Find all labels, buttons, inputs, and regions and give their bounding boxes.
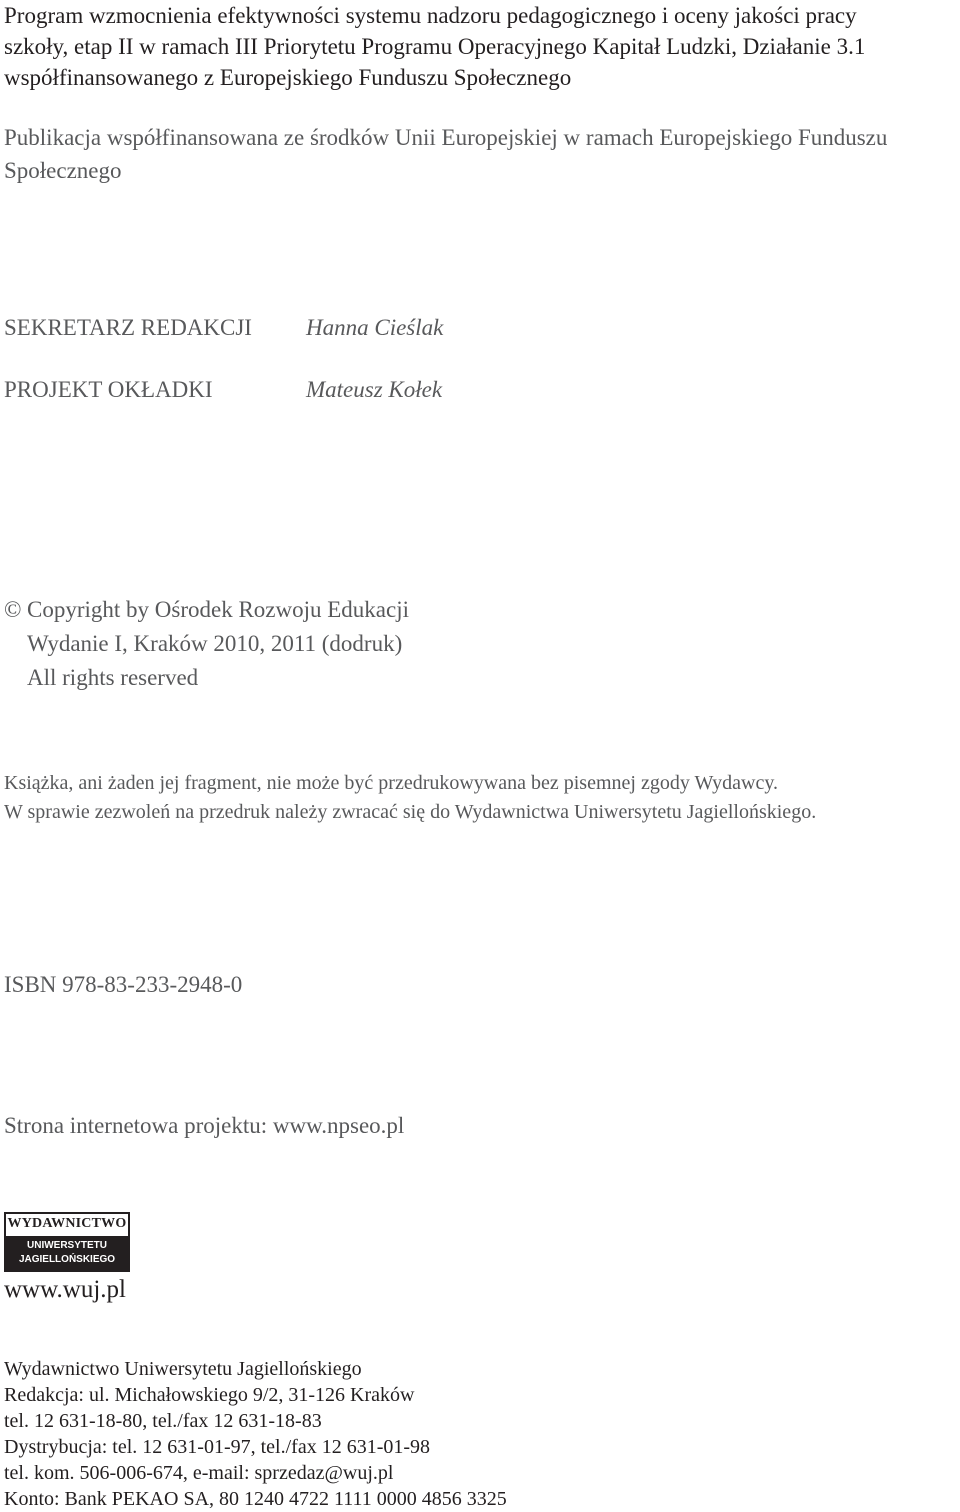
publication-funding-note <box>4 121 956 187</box>
copyright-block <box>4 593 409 695</box>
project-website: Strona internetowa projektu: www.npseo.pl <box>4 1113 405 1138</box>
contact-line: Redakcja: ul. Michałowskiego 9/2, 31-126 Kraków <box>4 1384 415 1406</box>
contact-line: Wydawnictwo Uniwersytetu Jagiellońskiego <box>4 1358 362 1380</box>
publisher-logo <box>4 1212 130 1272</box>
contact-line: tel. 12 631-18-80, tel./fax 12 631-18-83 <box>4 1410 322 1432</box>
credit-role: PROJEKT OKŁADKI <box>4 377 213 402</box>
copyright-line <box>4 593 409 627</box>
publisher-logo-line: UNIWERSYTETU <box>27 1240 107 1251</box>
edition-line: Wydanie I, Kraków 2010, 2011 (dodruk) <box>27 631 403 656</box>
program-description <box>4 0 956 93</box>
program-description-line: Program wzmocnienia efektywności systemu nadzoru pedagogicznego i oceny jakości pracy <box>4 3 857 28</box>
publisher-contact <box>4 1356 507 1512</box>
contact-line: Konto: Bank PEKAO SA, 80 1240 4722 1111 0000 4856 3325 <box>4 1488 507 1510</box>
publisher-logo-line: JAGIELLOŃSKIEGO <box>18 1254 116 1265</box>
isbn: ISBN 978-83-233-2948-0 <box>4 972 243 997</box>
reprint-notice <box>4 769 816 827</box>
reprint-notice-line: W sprawie zezwoleń na przedruk należy zwracać się do Wydawnictwa Uniwersytetu Jagiellońskiego. <box>4 801 817 823</box>
contact-line: tel. kom. 506-006-674, e-mail: sprzedaz@wuj.pl <box>4 1462 394 1484</box>
funding-note-line: Publikacja współfinansowana ze środków Unii Europejskiej w ramach Europejskiego Funduszu <box>4 125 888 150</box>
copyright-holder: Copyright by Ośrodek Rozwoju Edukacji <box>27 597 410 622</box>
contact-line: Dystrybucja: tel. 12 631-01-97, tel./fax 12 631-01-98 <box>4 1436 431 1458</box>
rights-line: All rights reserved <box>27 665 199 690</box>
publisher-url: www.wuj.pl <box>4 1276 126 1303</box>
credit-role: SEKRETARZ REDAKCJI <box>4 315 252 340</box>
funding-note-line: Społecznego <box>4 158 122 183</box>
credit-name: Hanna Cieślak <box>306 315 444 340</box>
copyright-symbol-icon: © <box>4 597 22 622</box>
credit-name: Mateusz Kołek <box>306 377 443 402</box>
program-description-line: współfinansowanego z Europejskiego Funduszu Społecznego <box>4 65 572 90</box>
program-description-line: szkoły, etap II w ramach III Priorytetu Programu Operacyjnego Kapitał Ludzki, Działanie 3.1 <box>4 34 866 59</box>
reprint-notice-line: Książka, ani żaden jej fragment, nie może być przedrukowywana bez pisemnej zgody Wydawcy. <box>4 772 779 794</box>
publisher-logo-line: WYDAWNICTWO <box>7 1216 127 1231</box>
